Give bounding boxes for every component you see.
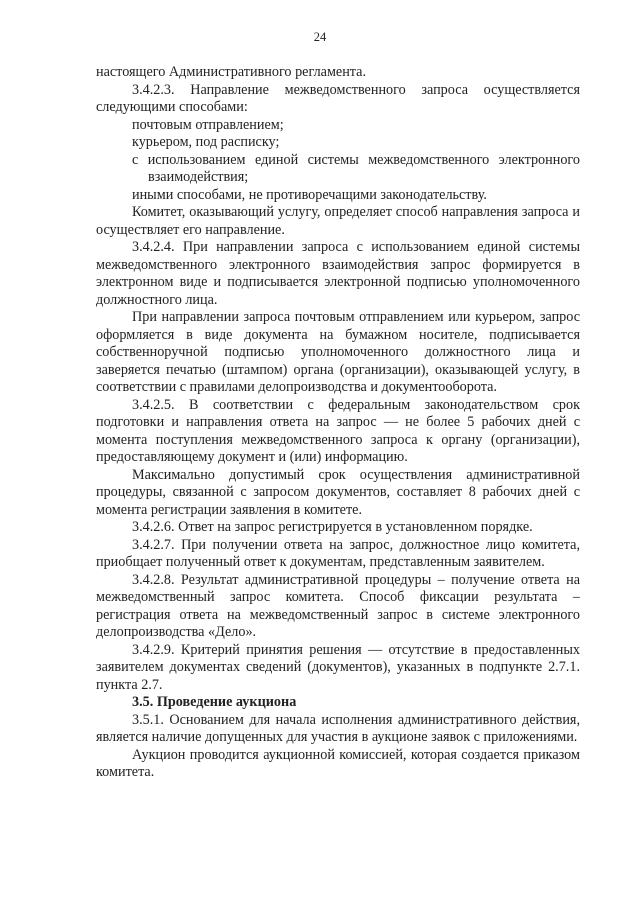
list-item: иными способами, не противоречащими законодательству. [132, 186, 487, 203]
list-item: с использованием единой системы межведомственного электронного взаимодействия; [132, 151, 580, 185]
paragraph: 3.4.2.9. Критерий принятия решения — отсутствие в предоставленных заявителем документах сведений (документов), указанных в подпункте 2.7.1. пункта 2.7. [96, 641, 580, 693]
paragraph: 3.4.2.7. При получении ответа на запрос, должностное лицо комитета, приобщает полученный ответ к документам, представленным заявителем. [96, 536, 580, 570]
document-body [96, 64, 580, 782]
paragraph: настоящего Административного регламента. [96, 64, 367, 80]
section-heading: 3.5. Проведение аукциона [132, 694, 297, 710]
paragraph: При направлении запроса почтовым отправлением или курьером, запрос оформляется в виде документа на бумажном носителе, подписывается собственноручной подписью уполномоченного должностного лица и заверяется печатью (штампом) органа (организации), оказывающей услугу, в соответствии с правилами делопроизводства и документооборота. [96, 309, 580, 395]
list-item: курьером, под расписку; [132, 134, 280, 150]
paragraph: 3.4.2.8. Результат административной процедуры – получение ответа на межведомственный запрос комитета. Способ фиксации результата – регистрация ответа на межведомственный запрос в системе электронного делопроизводства «Дело». [96, 571, 580, 640]
paragraph: Максимально допустимый срок осуществления административной процедуры, связанной с запросом документов, составляет 8 рабочих дней с момента регистрации заявления в комитете. [96, 466, 580, 518]
list-item: почтовым отправлением; [132, 116, 284, 133]
paragraph: 3.4.2.5. В соответствии с федеральным законодательством срок подготовки и направления ответа на запрос — не более 5 рабочих дней с момента поступления межведомственного запроса к органу (организации), предоставляющему документ и (или) информацию. [96, 396, 580, 465]
paragraph: 3.4.2.3. Направление межведомственного запроса осуществляется следующими способами: [96, 81, 580, 115]
paragraph: 3.4.2.6. Ответ на запрос регистрируется в установленном порядке. [132, 519, 533, 535]
paragraph: 3.5.1. Основанием для начала исполнения административного действия, является наличие допущенных для участия в аукционе заявок с приложениями. [96, 711, 580, 745]
page-number: 24 [313, 30, 327, 44]
paragraph: 3.4.2.4. При направлении запроса с использованием единой системы межведомственного электронного взаимодействия запрос формируется в электронном виде и подписывается электронной подписью уполномоченного должностного лица. [96, 239, 580, 308]
paragraph: Комитет, оказывающий услугу, определяет способ направления запроса и осуществляет его направление. [96, 204, 580, 238]
paragraph: Аукцион проводится аукционной комиссией, которая создается приказом комитета. [96, 746, 580, 780]
